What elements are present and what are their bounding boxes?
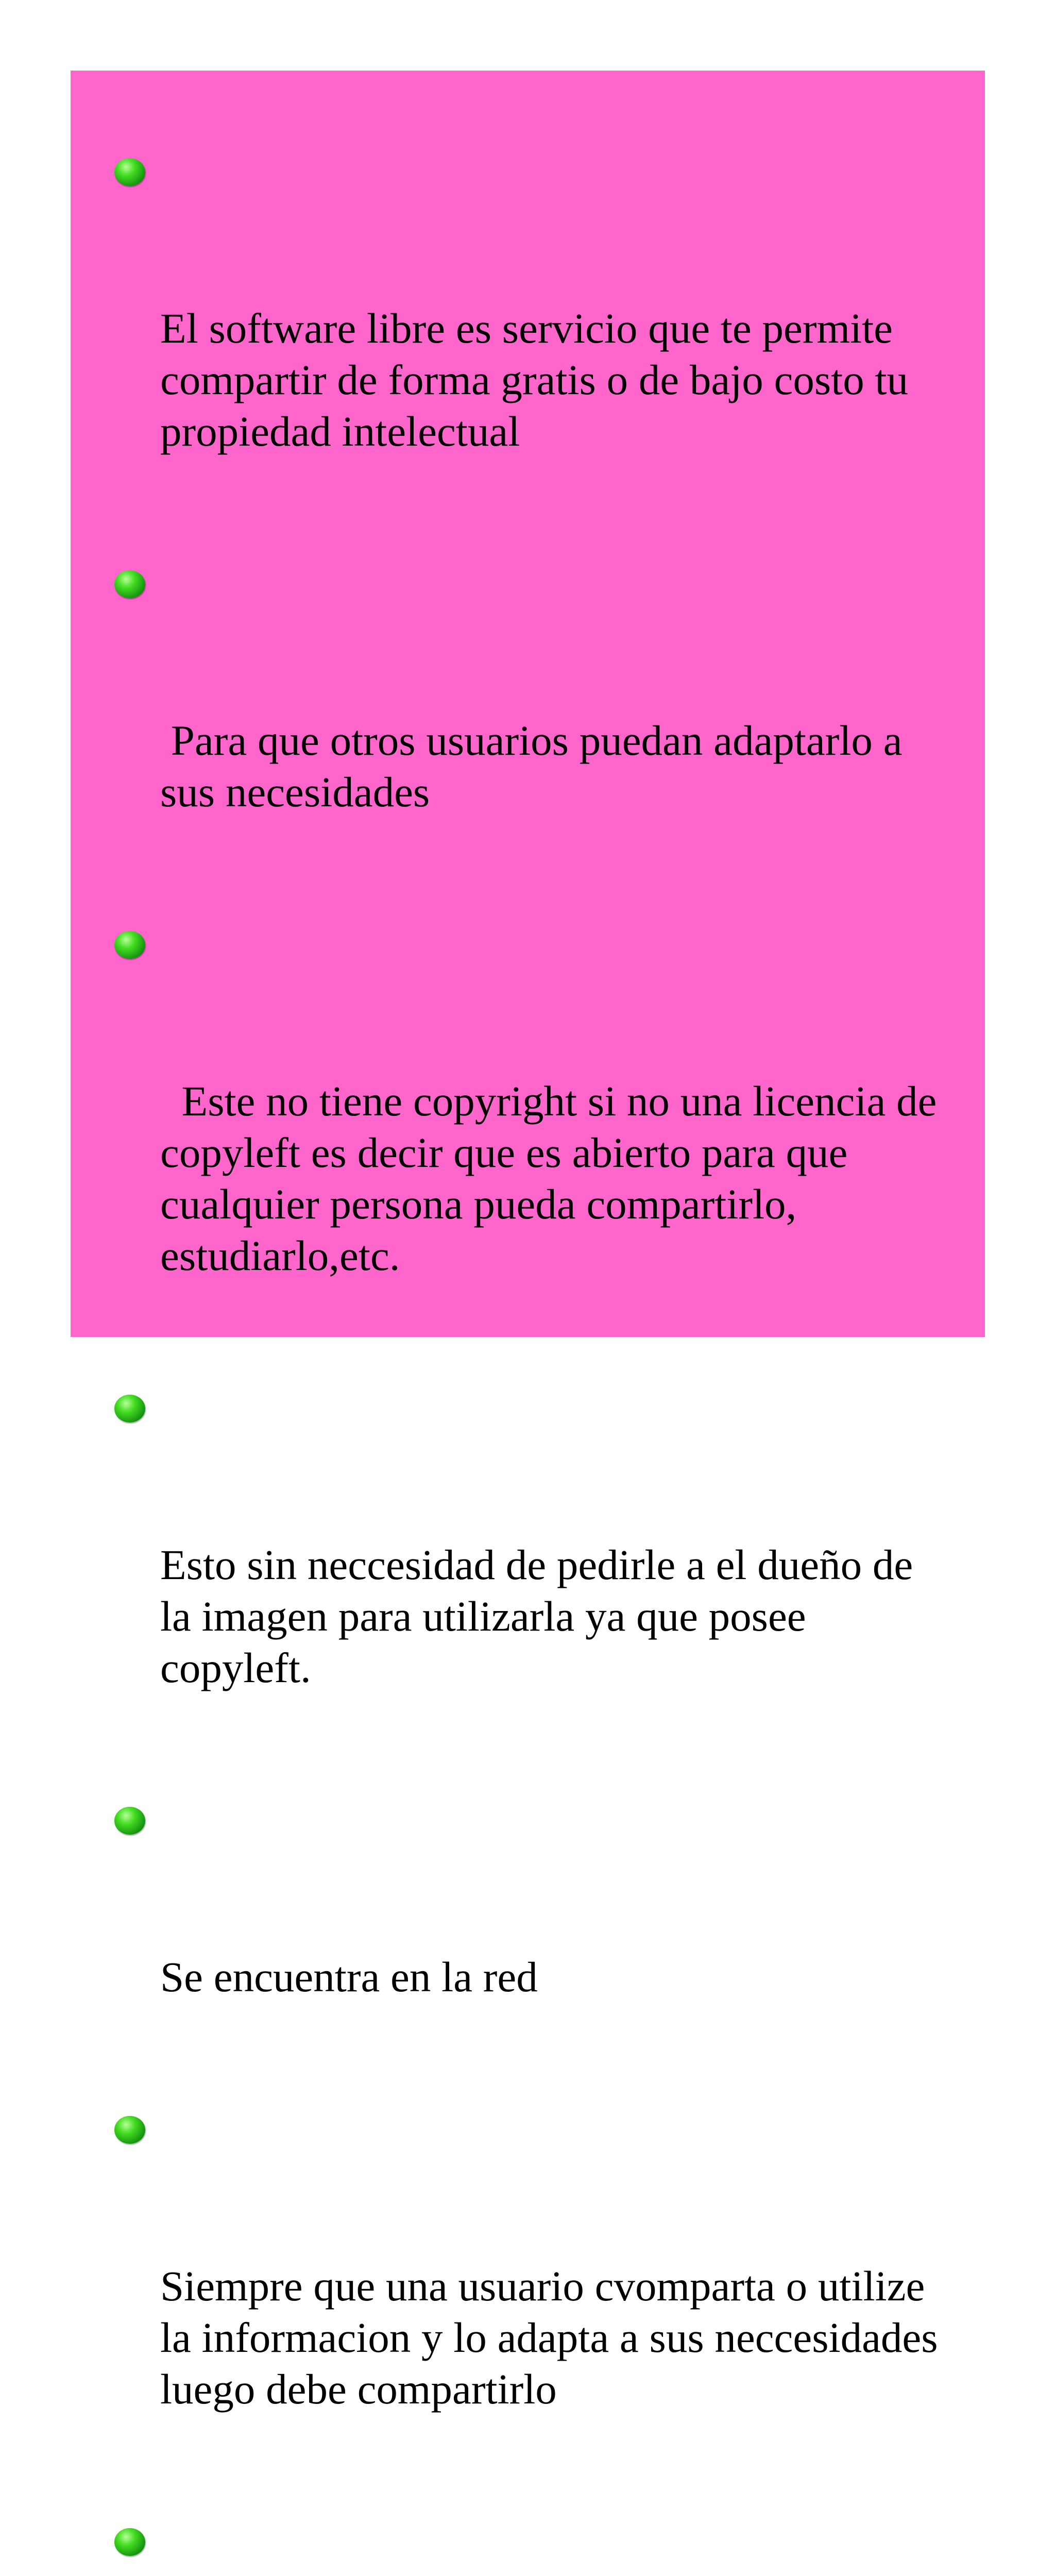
bullet-item — [71, 148, 985, 560]
bullet-text: El software libre es servicio que te permite compartir de forma gratis o de bajo costo tu propiedad intelectual — [160, 304, 909, 455]
bullet-item — [71, 1797, 985, 2106]
bullet-item — [71, 921, 985, 1384]
bullet-text: Siempre que una usuario cvomparta o utilize la informacion y lo adapta a sus neccesidades luego debe compartirlo — [160, 2262, 938, 2413]
bullet-text: Se encuentra en la red — [160, 1953, 538, 2001]
bullet-text: Este no tiene copyright si no una licencia de copyleft es decir que es abierto para que cualquier persona pueda compartirlo, estudiarlo,etc. — [160, 1077, 937, 1279]
green-bullet-icon — [114, 1395, 145, 1422]
bullet-list — [71, 148, 985, 2576]
green-bullet-icon — [114, 158, 145, 186]
green-bullet-icon — [114, 1807, 145, 1835]
bullet-item — [71, 2106, 985, 2518]
green-bullet-icon — [114, 2116, 145, 2144]
bullet-text: Esto sin neccesidad de pedirle a el dueño de la imagen para utilizarla ya que posee copyleft. — [160, 1541, 913, 1691]
green-bullet-icon — [114, 931, 145, 959]
slide-content-box — [71, 71, 985, 2413]
bullet-item — [71, 560, 985, 921]
bullet-text: Para que otros usuarios puedan adaptarlo a sus necesidades — [160, 717, 903, 816]
bullet-item — [71, 2518, 985, 2576]
green-bullet-icon — [114, 2528, 145, 2556]
bullet-item — [71, 1384, 985, 1797]
green-bullet-icon — [114, 570, 145, 598]
